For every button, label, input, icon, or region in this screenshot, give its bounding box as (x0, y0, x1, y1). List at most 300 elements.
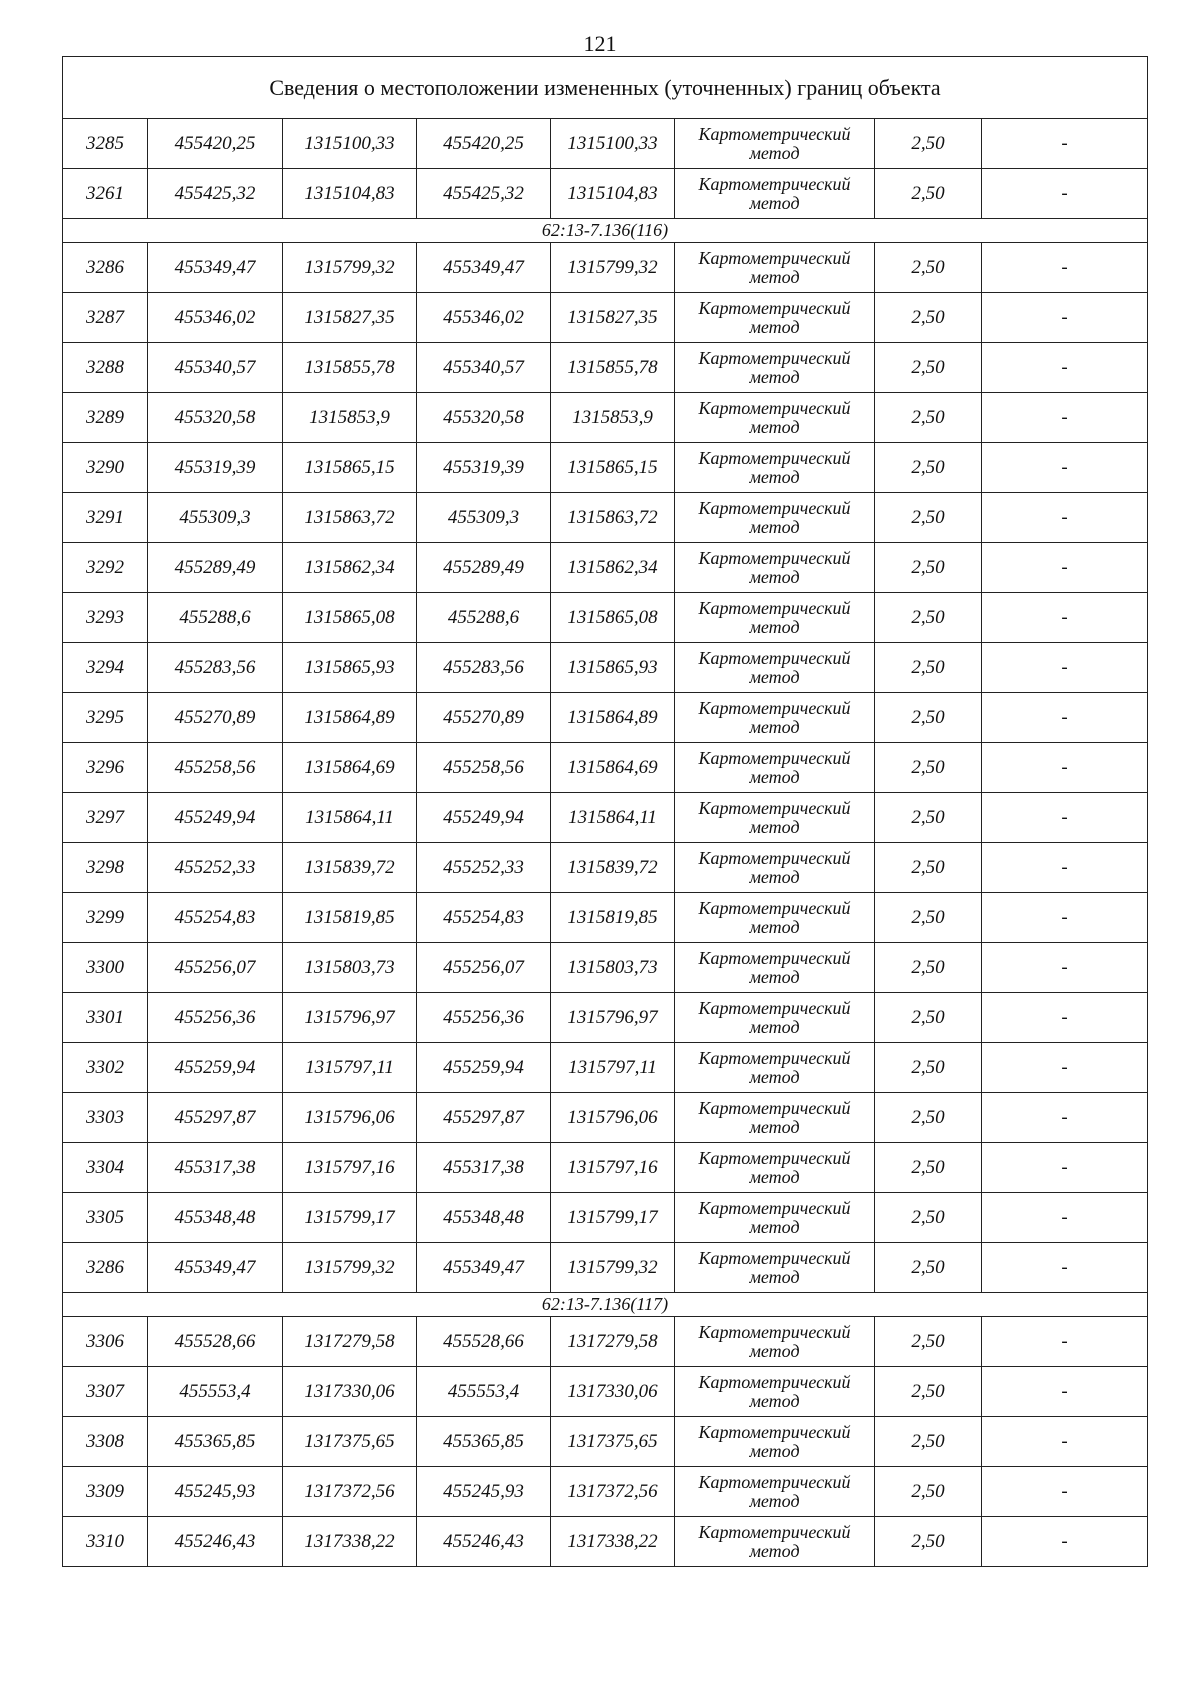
method-line1: Картометрический (698, 547, 851, 568)
method-line1: Картометрический (698, 297, 851, 318)
cell-description: - (982, 1467, 1148, 1517)
method-line2: метод (749, 666, 800, 687)
cell-method (675, 843, 875, 893)
cell-new-x: 455320,58 (417, 393, 551, 443)
method-line1: Картометрический (698, 1471, 851, 1492)
table-row (63, 169, 1148, 219)
table-row (63, 543, 1148, 593)
cell-method (675, 593, 875, 643)
cell-description: - (982, 119, 1148, 169)
table-row (63, 593, 1148, 643)
cell-new-x: 455553,4 (417, 1367, 551, 1417)
method-line2: метод (749, 366, 800, 387)
method-line2: метод (749, 1340, 800, 1361)
cell-new-y: 1315819,85 (551, 893, 675, 943)
cell-method (675, 243, 875, 293)
cell-method (675, 1193, 875, 1243)
cell-precision: 2,50 (875, 1093, 982, 1143)
cell-new-y: 1315803,73 (551, 943, 675, 993)
cell-description: - (982, 943, 1148, 993)
cell-precision: 2,50 (875, 543, 982, 593)
cell-existing-x: 455256,36 (148, 993, 283, 1043)
parcel-section-heading: 62:13-7.136(117) (63, 1293, 1148, 1317)
cell-existing-y: 1315864,11 (283, 793, 417, 843)
method-line1: Картометрический (698, 1321, 851, 1342)
cell-description: - (982, 293, 1148, 343)
method-line1: Картометрический (698, 1147, 851, 1168)
cell-new-y: 1315839,72 (551, 843, 675, 893)
cell-new-x: 455309,3 (417, 493, 551, 543)
table-row (63, 493, 1148, 543)
cell-precision: 2,50 (875, 1517, 982, 1567)
method-line1: Картометрический (698, 1197, 851, 1218)
cell-method (675, 1467, 875, 1517)
cell-method (675, 1143, 875, 1193)
cell-point-number: 3301 (63, 993, 148, 1043)
cell-new-y: 1315100,33 (551, 119, 675, 169)
cell-precision: 2,50 (875, 293, 982, 343)
cell-new-x: 455259,94 (417, 1043, 551, 1093)
cell-point-number: 3299 (63, 893, 148, 943)
cell-method (675, 169, 875, 219)
cell-new-y: 1317375,65 (551, 1417, 675, 1467)
method-line2: метод (749, 866, 800, 887)
cell-precision: 2,50 (875, 993, 982, 1043)
cell-point-number: 3294 (63, 643, 148, 693)
cell-precision: 2,50 (875, 1243, 982, 1293)
cell-existing-y: 1315865,15 (283, 443, 417, 493)
method-line2: метод (749, 1016, 800, 1037)
cell-existing-x: 455365,85 (148, 1417, 283, 1467)
cell-point-number: 3307 (63, 1367, 148, 1417)
method-line1: Картометрический (698, 1421, 851, 1442)
method-line2: метод (749, 1066, 800, 1087)
cell-precision: 2,50 (875, 743, 982, 793)
table-row (63, 1317, 1148, 1367)
method-line2: метод (749, 142, 800, 163)
cell-new-y: 1315855,78 (551, 343, 675, 393)
cell-existing-x: 455340,57 (148, 343, 283, 393)
cell-new-x: 455252,33 (417, 843, 551, 893)
method-line1: Картометрический (698, 947, 851, 968)
cell-point-number: 3261 (63, 169, 148, 219)
cell-description: - (982, 1243, 1148, 1293)
cell-method (675, 943, 875, 993)
method-line2: метод (749, 916, 800, 937)
cell-precision: 2,50 (875, 119, 982, 169)
table-row (63, 1143, 1148, 1193)
cell-new-y: 1315864,11 (551, 793, 675, 843)
cell-new-x: 455528,66 (417, 1317, 551, 1367)
cell-existing-x: 455283,56 (148, 643, 283, 693)
cell-existing-x: 455349,47 (148, 1243, 283, 1293)
cell-new-y: 1315796,97 (551, 993, 675, 1043)
boundary-coordinates-table (62, 56, 1148, 1567)
cell-point-number: 3286 (63, 243, 148, 293)
cell-existing-y: 1315855,78 (283, 343, 417, 393)
cell-point-number: 3302 (63, 1043, 148, 1093)
table-row (63, 293, 1148, 343)
cell-description: - (982, 1367, 1148, 1417)
method-line2: метод (749, 1166, 800, 1187)
cell-point-number: 3291 (63, 493, 148, 543)
method-line1: Картометрический (698, 1371, 851, 1392)
cell-existing-y: 1315100,33 (283, 119, 417, 169)
cell-existing-x: 455245,93 (148, 1467, 283, 1517)
cell-new-y: 1315827,35 (551, 293, 675, 343)
cell-existing-x: 455258,56 (148, 743, 283, 793)
cell-existing-x: 455317,38 (148, 1143, 283, 1193)
method-line2: метод (749, 316, 800, 337)
cell-description: - (982, 1043, 1148, 1093)
cell-existing-y: 1315797,16 (283, 1143, 417, 1193)
cell-method (675, 1417, 875, 1467)
cell-precision: 2,50 (875, 1367, 982, 1417)
cell-new-x: 455317,38 (417, 1143, 551, 1193)
cell-description: - (982, 593, 1148, 643)
cell-new-y: 1315799,32 (551, 243, 675, 293)
cell-existing-y: 1317338,22 (283, 1517, 417, 1567)
cell-method (675, 1043, 875, 1093)
method-line2: метод (749, 716, 800, 737)
cell-existing-y: 1315796,06 (283, 1093, 417, 1143)
cell-existing-x: 455309,3 (148, 493, 283, 543)
cell-description: - (982, 1193, 1148, 1243)
cell-existing-x: 455246,43 (148, 1517, 283, 1567)
table-row (63, 993, 1148, 1043)
method-line1: Картометрический (698, 497, 851, 518)
cell-point-number: 3303 (63, 1093, 148, 1143)
table-body (63, 57, 1148, 1567)
cell-existing-x: 455289,49 (148, 543, 283, 593)
table-title: Сведения о местоположении измененных (уточненных) границ объекта (63, 57, 1148, 119)
cell-new-x: 455425,32 (417, 169, 551, 219)
table-row (63, 893, 1148, 943)
cell-new-x: 455289,49 (417, 543, 551, 593)
cell-precision: 2,50 (875, 1043, 982, 1093)
cell-description: - (982, 1093, 1148, 1143)
method-line1: Картометрический (698, 797, 851, 818)
cell-new-x: 455340,57 (417, 343, 551, 393)
method-line1: Картометрический (698, 997, 851, 1018)
cell-existing-x: 455252,33 (148, 843, 283, 893)
table-row (63, 743, 1148, 793)
cell-new-x: 455349,47 (417, 243, 551, 293)
cell-new-x: 455365,85 (417, 1417, 551, 1467)
cell-precision: 2,50 (875, 893, 982, 943)
cell-new-x: 455256,07 (417, 943, 551, 993)
cell-description: - (982, 993, 1148, 1043)
cell-precision: 2,50 (875, 393, 982, 443)
cell-description: - (982, 1143, 1148, 1193)
cell-description: - (982, 243, 1148, 293)
cell-description: - (982, 1317, 1148, 1367)
cell-existing-y: 1315799,17 (283, 1193, 417, 1243)
method-line2: метод (749, 192, 800, 213)
cell-precision: 2,50 (875, 243, 982, 293)
cell-new-y: 1315799,32 (551, 1243, 675, 1293)
cell-new-x: 455319,39 (417, 443, 551, 493)
cell-existing-x: 455254,83 (148, 893, 283, 943)
method-line2: метод (749, 1540, 800, 1561)
cell-new-y: 1315797,11 (551, 1043, 675, 1093)
cell-existing-y: 1315797,11 (283, 1043, 417, 1093)
method-line2: метод (749, 466, 800, 487)
cell-existing-y: 1315853,9 (283, 393, 417, 443)
cell-existing-y: 1317375,65 (283, 1417, 417, 1467)
cell-description: - (982, 693, 1148, 743)
cell-existing-y: 1315863,72 (283, 493, 417, 543)
cell-existing-x: 455249,94 (148, 793, 283, 843)
cell-point-number: 3285 (63, 119, 148, 169)
cell-new-y: 1315865,93 (551, 643, 675, 693)
method-line1: Картометрический (698, 647, 851, 668)
cell-new-x: 455346,02 (417, 293, 551, 343)
cell-existing-y: 1315865,08 (283, 593, 417, 643)
cell-new-y: 1315865,15 (551, 443, 675, 493)
cell-existing-x: 455319,39 (148, 443, 283, 493)
cell-precision: 2,50 (875, 343, 982, 393)
cell-description: - (982, 443, 1148, 493)
cell-point-number: 3289 (63, 393, 148, 443)
cell-existing-x: 455346,02 (148, 293, 283, 343)
cell-precision: 2,50 (875, 943, 982, 993)
cell-method (675, 693, 875, 743)
cell-new-y: 1317372,56 (551, 1467, 675, 1517)
cell-description: - (982, 793, 1148, 843)
method-line2: метод (749, 1116, 800, 1137)
table-row (63, 1467, 1148, 1517)
cell-method (675, 1317, 875, 1367)
table-row (63, 943, 1148, 993)
cell-point-number: 3304 (63, 1143, 148, 1193)
cell-point-number: 3288 (63, 343, 148, 393)
cell-new-y: 1317279,58 (551, 1317, 675, 1367)
cell-existing-x: 455528,66 (148, 1317, 283, 1367)
method-line2: метод (749, 966, 800, 987)
method-line1: Картометрический (698, 1247, 851, 1268)
table-row (63, 1367, 1148, 1417)
table-row (63, 843, 1148, 893)
cell-precision: 2,50 (875, 643, 982, 693)
table-row (63, 443, 1148, 493)
cell-method (675, 293, 875, 343)
cell-existing-y: 1315799,32 (283, 1243, 417, 1293)
cell-existing-x: 455270,89 (148, 693, 283, 743)
cell-method (675, 793, 875, 843)
cell-description: - (982, 169, 1148, 219)
cell-point-number: 3305 (63, 1193, 148, 1243)
cell-new-y: 1315799,17 (551, 1193, 675, 1243)
cell-point-number: 3286 (63, 1243, 148, 1293)
table-row (63, 1243, 1148, 1293)
cell-precision: 2,50 (875, 593, 982, 643)
method-line1: Картометрический (698, 397, 851, 418)
cell-existing-y: 1315819,85 (283, 893, 417, 943)
method-line2: метод (749, 516, 800, 537)
method-line1: Картометрический (698, 847, 851, 868)
method-line2: метод (749, 416, 800, 437)
cell-precision: 2,50 (875, 169, 982, 219)
method-line1: Картометрический (698, 447, 851, 468)
table-row (63, 343, 1148, 393)
cell-description: - (982, 643, 1148, 693)
cell-precision: 2,50 (875, 1467, 982, 1517)
cell-new-x: 455258,56 (417, 743, 551, 793)
cell-point-number: 3293 (63, 593, 148, 643)
method-line2: метод (749, 816, 800, 837)
table-row (63, 393, 1148, 443)
cell-new-y: 1317338,22 (551, 1517, 675, 1567)
cell-point-number: 3309 (63, 1467, 148, 1517)
cell-method (675, 1517, 875, 1567)
cell-new-y: 1317330,06 (551, 1367, 675, 1417)
cell-existing-y: 1315799,32 (283, 243, 417, 293)
cell-precision: 2,50 (875, 1317, 982, 1367)
parcel-section-heading-row (63, 1293, 1148, 1317)
method-line2: метод (749, 1390, 800, 1411)
method-line2: метод (749, 1266, 800, 1287)
cell-method (675, 893, 875, 943)
cell-point-number: 3297 (63, 793, 148, 843)
cell-description: - (982, 493, 1148, 543)
cell-method (675, 119, 875, 169)
cell-existing-y: 1317279,58 (283, 1317, 417, 1367)
cell-new-y: 1315864,89 (551, 693, 675, 743)
cell-method (675, 543, 875, 593)
cell-existing-y: 1317330,06 (283, 1367, 417, 1417)
cell-new-x: 455288,6 (417, 593, 551, 643)
table-row (63, 1193, 1148, 1243)
table-row (63, 793, 1148, 843)
cell-new-y: 1315797,16 (551, 1143, 675, 1193)
cell-new-y: 1315864,69 (551, 743, 675, 793)
cell-existing-y: 1315862,34 (283, 543, 417, 593)
method-line1: Картометрический (698, 1521, 851, 1542)
cell-point-number: 3300 (63, 943, 148, 993)
cell-existing-y: 1315796,97 (283, 993, 417, 1043)
page-number: 121 (583, 31, 617, 56)
table-title-row (63, 57, 1148, 119)
cell-description: - (982, 543, 1148, 593)
cell-precision: 2,50 (875, 693, 982, 743)
cell-precision: 2,50 (875, 493, 982, 543)
cell-point-number: 3298 (63, 843, 148, 893)
method-line1: Картометрический (698, 697, 851, 718)
cell-new-x: 455249,94 (417, 793, 551, 843)
cell-existing-y: 1315104,83 (283, 169, 417, 219)
method-line1: Картометрический (698, 173, 851, 194)
cell-new-y: 1315853,9 (551, 393, 675, 443)
cell-new-y: 1315862,34 (551, 543, 675, 593)
cell-method (675, 1243, 875, 1293)
cell-existing-x: 455288,6 (148, 593, 283, 643)
cell-new-x: 455420,25 (417, 119, 551, 169)
cell-new-x: 455349,47 (417, 1243, 551, 1293)
method-line1: Картометрический (698, 897, 851, 918)
cell-precision: 2,50 (875, 1193, 982, 1243)
cell-point-number: 3296 (63, 743, 148, 793)
cell-precision: 2,50 (875, 793, 982, 843)
cell-new-y: 1315796,06 (551, 1093, 675, 1143)
cell-point-number: 3292 (63, 543, 148, 593)
cell-method (675, 443, 875, 493)
cell-new-x: 455245,93 (417, 1467, 551, 1517)
cell-new-x: 455283,56 (417, 643, 551, 693)
cell-method (675, 493, 875, 543)
parcel-section-heading: 62:13-7.136(116) (63, 219, 1148, 243)
method-line2: метод (749, 616, 800, 637)
method-line2: метод (749, 566, 800, 587)
cell-description: - (982, 743, 1148, 793)
cell-existing-x: 455553,4 (148, 1367, 283, 1417)
method-line2: метод (749, 766, 800, 787)
cell-description: - (982, 343, 1148, 393)
method-line2: метод (749, 1490, 800, 1511)
cell-description: - (982, 1417, 1148, 1467)
cell-existing-y: 1315839,72 (283, 843, 417, 893)
cell-existing-x: 455425,32 (148, 169, 283, 219)
method-line1: Картометрический (698, 247, 851, 268)
method-line1: Картометрический (698, 123, 851, 144)
cell-method (675, 993, 875, 1043)
cell-point-number: 3287 (63, 293, 148, 343)
cell-new-x: 455256,36 (417, 993, 551, 1043)
cell-existing-y: 1315803,73 (283, 943, 417, 993)
method-line1: Картометрический (698, 1097, 851, 1118)
table-row (63, 1417, 1148, 1467)
cell-new-x: 455297,87 (417, 1093, 551, 1143)
cell-method (675, 643, 875, 693)
cell-description: - (982, 893, 1148, 943)
cell-description: - (982, 1517, 1148, 1567)
table-row (63, 243, 1148, 293)
cell-description: - (982, 843, 1148, 893)
cell-precision: 2,50 (875, 1143, 982, 1193)
table-row (63, 119, 1148, 169)
cell-new-x: 455254,83 (417, 893, 551, 943)
cell-existing-x: 455259,94 (148, 1043, 283, 1093)
cell-precision: 2,50 (875, 843, 982, 893)
cell-new-x: 455246,43 (417, 1517, 551, 1567)
cell-existing-y: 1315864,69 (283, 743, 417, 793)
cell-method (675, 1367, 875, 1417)
table-row (63, 1043, 1148, 1093)
cell-method (675, 393, 875, 443)
cell-existing-x: 455297,87 (148, 1093, 283, 1143)
cell-point-number: 3306 (63, 1317, 148, 1367)
cell-method (675, 343, 875, 393)
cell-existing-x: 455348,48 (148, 1193, 283, 1243)
method-line1: Картометрический (698, 597, 851, 618)
cell-existing-x: 455349,47 (148, 243, 283, 293)
cell-new-y: 1315104,83 (551, 169, 675, 219)
cell-new-y: 1315863,72 (551, 493, 675, 543)
cell-point-number: 3295 (63, 693, 148, 743)
method-line2: метод (749, 1440, 800, 1461)
cell-existing-y: 1315864,89 (283, 693, 417, 743)
cell-existing-y: 1315827,35 (283, 293, 417, 343)
parcel-section-heading-row (63, 219, 1148, 243)
cell-new-x: 455348,48 (417, 1193, 551, 1243)
cell-method (675, 1093, 875, 1143)
cell-existing-y: 1315865,93 (283, 643, 417, 693)
cell-new-x: 455270,89 (417, 693, 551, 743)
cell-precision: 2,50 (875, 1417, 982, 1467)
cell-new-y: 1315865,08 (551, 593, 675, 643)
cell-point-number: 3310 (63, 1517, 148, 1567)
cell-existing-x: 455256,07 (148, 943, 283, 993)
